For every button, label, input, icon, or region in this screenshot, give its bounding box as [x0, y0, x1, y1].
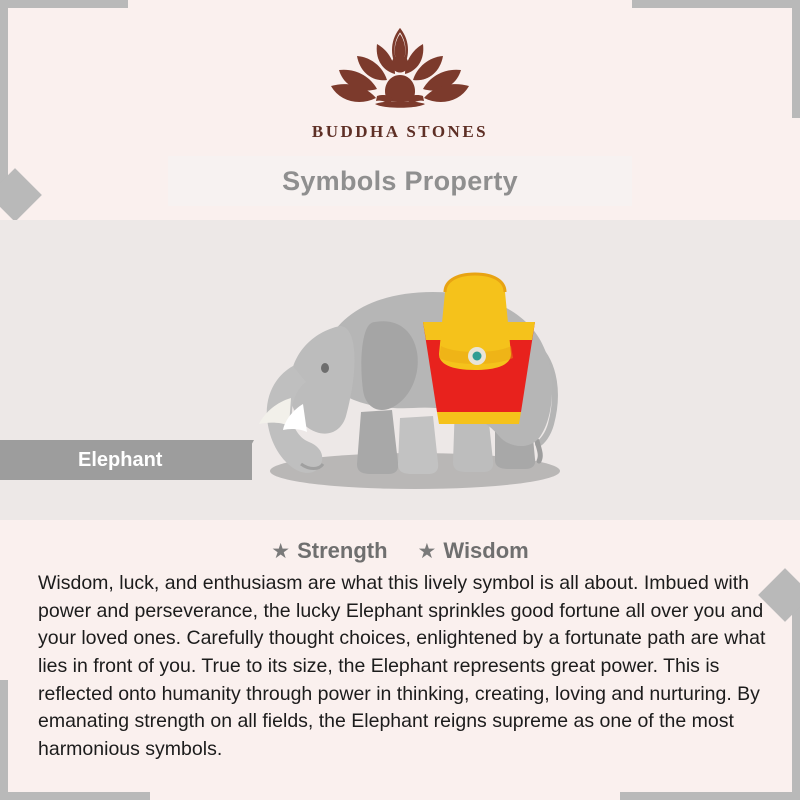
page-title-bar: [168, 156, 632, 206]
brand-header: [0, 0, 800, 142]
attribute-wisdom: [418, 538, 529, 564]
attribute-label: Strength: [297, 538, 388, 563]
symbol-description: Wisdom, luck, and enthusiasm are what this lively symbol is all about. Imbued with power and perseverance, the lucky Elephant sprinkles good fortune all over you and your loved ones. Carefully thought choices, enlightened by a fortunate path are what lies in front of you. True to its size, the Elephant represents great power. This is reflected onto humanity through power in thinking, creating, loving and nurturing. By emanating strength on all fields, the Elephant reigns supreme as one of the most harmonious symbols.: [38, 572, 766, 761]
corner-band-right-bottom: [792, 590, 800, 800]
corner-band-bottom-right: [620, 792, 800, 800]
symbol-label-text: Elephant: [78, 448, 163, 471]
star-icon: ★: [271, 539, 291, 563]
star-icon: ★: [417, 539, 437, 563]
page-title: Symbols Property: [282, 165, 518, 196]
symbol-label-tag: [0, 440, 252, 480]
attribute-label: Wisdom: [443, 538, 529, 563]
lotus-meditating-figure-icon: [305, 22, 495, 118]
corner-band-bottom-left: [0, 792, 150, 800]
attribute-strength: [271, 538, 387, 564]
corner-diagonal-top-left: [0, 168, 42, 222]
brand-name: BUDDHA STONES: [311, 122, 489, 141]
symbol-label-notch: [232, 440, 254, 480]
attribute-list: [0, 538, 800, 564]
corner-band-left-bottom: [0, 680, 8, 800]
